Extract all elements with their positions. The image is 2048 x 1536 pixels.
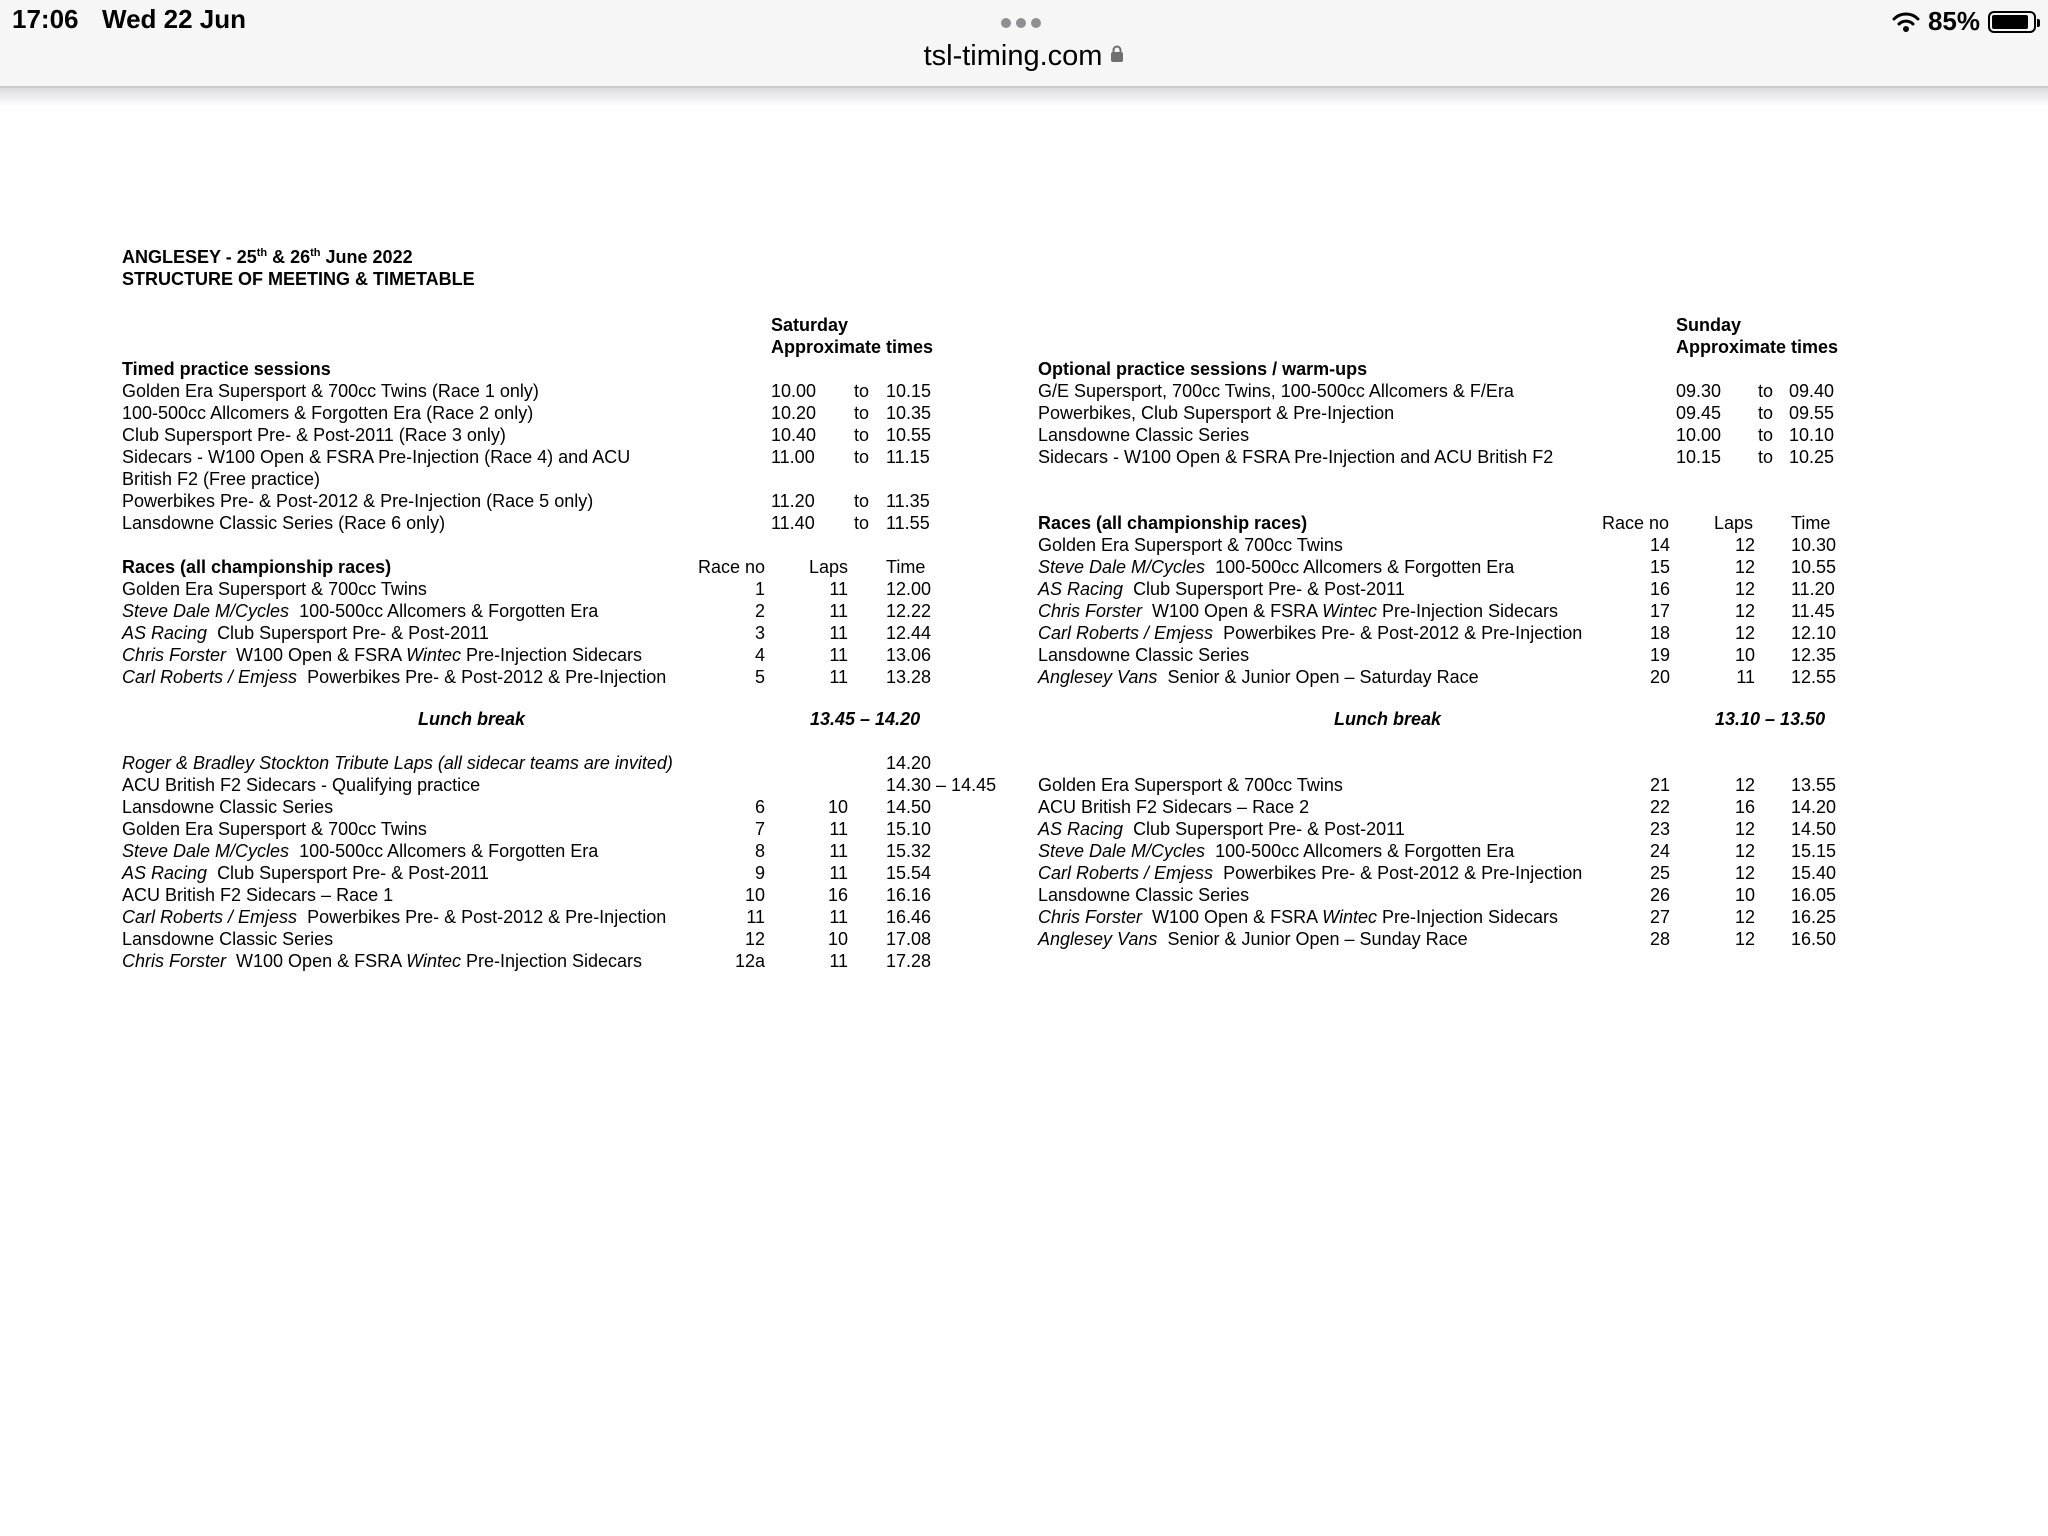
practice-session-name: British F2 (Free practice) <box>122 469 321 489</box>
race-number: 20 <box>1649 667 1670 687</box>
column-time: Time <box>1791 513 1831 533</box>
column-race-no: Race no <box>698 557 766 577</box>
practice-end: 11.15 <box>886 447 930 467</box>
practice-end: 11.55 <box>886 513 930 533</box>
practice-start: 10.20 <box>771 403 817 423</box>
race-time: 17.28 <box>886 951 932 971</box>
race-row <box>122 622 489 644</box>
race-time: 16.25 <box>1791 907 1837 927</box>
race-time: 12.00 <box>886 579 932 599</box>
practice-to: to <box>1758 447 1774 467</box>
race-time: 13.28 <box>886 667 932 687</box>
race-number: 23 <box>1649 819 1670 839</box>
race-number: 25 <box>1649 863 1670 883</box>
practice-end: 10.10 <box>1789 425 1835 445</box>
column-race-no: Race no <box>1602 513 1670 533</box>
race-laps: 11 <box>829 907 848 927</box>
race-time: 16.16 <box>886 885 932 905</box>
practice-start: 10.40 <box>771 425 817 445</box>
race-number: 26 <box>1649 885 1670 905</box>
race-laps: 12 <box>1734 863 1755 883</box>
race-laps: 11 <box>829 863 848 883</box>
text-segment: Senior & Junior Open – Saturday Race <box>1167 667 1479 687</box>
race-time: 13.06 <box>886 645 932 665</box>
race-number: 1 <box>754 579 765 599</box>
text-segment: Club Supersport Pre- & Post-2011 <box>1133 819 1405 839</box>
text-segment: Chris Forster <box>1038 601 1143 621</box>
race-row <box>1038 862 1582 884</box>
column-laps: Laps <box>809 557 849 577</box>
text-segment: Lansdowne Classic Series <box>122 929 334 949</box>
race-time: 13.55 <box>1791 775 1837 795</box>
race-row <box>122 644 642 666</box>
race-time: 15.15 <box>1791 841 1837 861</box>
race-time: 14.50 <box>886 797 932 817</box>
text-segment: Golden Era Supersport & 700cc Twins <box>122 819 427 839</box>
race-number: 5 <box>754 667 765 687</box>
practice-end: 10.25 <box>1789 447 1835 467</box>
practice-to: to <box>854 447 870 467</box>
race-laps: 16 <box>1734 797 1755 817</box>
text-segment: Chris Forster <box>122 645 227 665</box>
text-segment: Carl Roberts / Emjess <box>1038 623 1214 643</box>
text-segment: Pre-Injection Sidecars <box>460 951 643 971</box>
race-time: 17.08 <box>886 929 932 949</box>
text-segment: Wintec <box>1322 907 1377 927</box>
practice-to: to <box>854 491 870 511</box>
race-number: 9 <box>754 863 765 883</box>
race-row <box>1038 578 1405 600</box>
race-time: 10.55 <box>1791 557 1837 577</box>
race-row <box>122 950 642 972</box>
race-number: 16 <box>1649 579 1670 599</box>
race-laps: 11 <box>829 579 848 599</box>
race-number: 24 <box>1649 841 1670 861</box>
practice-end: 09.40 <box>1789 381 1835 401</box>
text-segment: Pre-Injection Sidecars <box>1376 907 1559 927</box>
practice-session-name: 100-500cc Allcomers & Forgotten Era (Race 2 only) <box>122 403 534 423</box>
race-time: 14.30 – 14.45 <box>886 775 997 795</box>
text-segment: W100 Open & FSRA <box>1152 601 1323 621</box>
race-row <box>1038 928 1468 950</box>
practice-end: 11.35 <box>886 491 930 511</box>
text-segment: Steve Dale M/Cycles <box>122 841 290 861</box>
column-time: Time <box>886 557 926 577</box>
text-segment: Club Supersport Pre- & Post-2011 <box>217 863 489 883</box>
race-number: 19 <box>1649 645 1670 665</box>
practice-to: to <box>854 513 870 533</box>
race-laps: 10 <box>1734 885 1755 905</box>
race-row <box>122 600 598 622</box>
race-laps: 12 <box>1734 819 1755 839</box>
race-time: 14.20 <box>1791 797 1837 817</box>
sunday-day-heading: Sunday <box>1676 315 1742 335</box>
race-time: 16.05 <box>1791 885 1837 905</box>
text-segment: Anglesey Vans <box>1038 929 1158 949</box>
race-laps: 11 <box>829 667 848 687</box>
race-row <box>122 752 673 774</box>
text-segment: Chris Forster <box>122 951 227 971</box>
race-row <box>122 928 333 950</box>
race-row <box>122 862 489 884</box>
race-row <box>1038 774 1343 796</box>
practice-start: 11.20 <box>771 491 815 511</box>
race-number: 28 <box>1649 929 1670 949</box>
race-row <box>1038 600 1558 622</box>
race-time: 11.45 <box>1791 601 1835 621</box>
race-time: 15.32 <box>886 841 932 861</box>
race-number: 2 <box>754 601 765 621</box>
saturday-lunch-break: Lunch break <box>418 709 526 729</box>
race-row <box>1038 818 1405 840</box>
document-title: ANGLESEY - 25th & 26th June 2022 <box>122 247 413 267</box>
race-time: 12.22 <box>886 601 932 621</box>
race-laps: 11 <box>1736 667 1755 687</box>
text-segment: AS Racing <box>1038 579 1124 599</box>
race-row <box>1038 556 1514 578</box>
race-row <box>1038 906 1558 928</box>
race-number: 6 <box>754 797 765 817</box>
text-segment: Powerbikes Pre- & Post-2012 & Pre-Injection <box>307 667 667 687</box>
text-segment: Pre-Injection Sidecars <box>460 645 643 665</box>
race-number: 7 <box>754 819 765 839</box>
race-laps: 12 <box>1734 579 1755 599</box>
text-segment: Lansdowne Classic Series <box>1038 885 1250 905</box>
race-time: 12.44 <box>886 623 932 643</box>
practice-end: 10.35 <box>886 403 932 423</box>
text-segment: AS Racing <box>122 863 208 883</box>
race-number: 22 <box>1649 797 1670 817</box>
saturday-practice-heading: Timed practice sessions <box>122 359 331 379</box>
race-laps: 11 <box>829 951 848 971</box>
saturday-approx-heading: Approximate times <box>771 337 934 357</box>
sunday-practice-heading: Optional practice sessions / warm-ups <box>1038 359 1368 379</box>
race-laps: 10 <box>827 929 848 949</box>
text-segment: AS Racing <box>122 623 208 643</box>
text-segment: ACU British F2 Sidecars – Race 2 <box>1038 797 1310 817</box>
practice-session-name: Golden Era Supersport & 700cc Twins (Race 1 only) <box>122 381 539 401</box>
document-subtitle: STRUCTURE OF MEETING & TIMETABLE <box>122 269 475 289</box>
text-segment: Chris Forster <box>1038 907 1143 927</box>
text-segment: Wintec <box>1322 601 1377 621</box>
text-segment: ACU British F2 Sidecars - Qualifying practice <box>122 775 481 795</box>
race-time: 10.30 <box>1791 535 1837 555</box>
text-segment: Carl Roberts / Emjess <box>122 907 298 927</box>
text-segment: Anglesey Vans <box>1038 667 1158 687</box>
race-laps: 11 <box>829 601 848 621</box>
text-segment: Golden Era Supersport & 700cc Twins <box>1038 535 1343 555</box>
race-number: 14 <box>1649 535 1670 555</box>
text-segment: Powerbikes Pre- & Post-2012 & Pre-Injection <box>1223 623 1583 643</box>
sunday-lunch-time: 13.10 – 13.50 <box>1715 709 1826 729</box>
sunday-approx-heading: Approximate times <box>1676 337 1839 357</box>
text-segment: Senior & Junior Open – Sunday Race <box>1167 929 1468 949</box>
practice-end: 10.15 <box>886 381 932 401</box>
practice-end: 10.55 <box>886 425 932 445</box>
race-row <box>122 774 480 796</box>
race-row <box>122 906 666 928</box>
race-number: 15 <box>1649 557 1670 577</box>
text-segment: Golden Era Supersport & 700cc Twins <box>1038 775 1343 795</box>
race-time: 15.10 <box>886 819 932 839</box>
practice-session-name: Powerbikes, Club Supersport & Pre-Injection <box>1038 403 1395 423</box>
clock: 17:06 <box>12 4 79 34</box>
race-time: 14.50 <box>1791 819 1837 839</box>
text-segment: Steve Dale M/Cycles <box>122 601 290 621</box>
race-laps: 11 <box>829 645 848 665</box>
practice-start: 09.30 <box>1676 381 1722 401</box>
race-number: 27 <box>1649 907 1670 927</box>
race-time: 16.50 <box>1791 929 1837 949</box>
practice-to: to <box>854 381 870 401</box>
race-row <box>122 666 666 688</box>
practice-to: to <box>854 403 870 423</box>
race-laps: 12 <box>1734 907 1755 927</box>
race-number: 12a <box>734 951 765 971</box>
practice-to: to <box>1758 381 1774 401</box>
race-laps: 11 <box>829 623 848 643</box>
text-segment: 100-500cc Allcomers & Forgotten Era <box>299 601 599 621</box>
practice-start: 10.15 <box>1676 447 1722 467</box>
race-row <box>122 818 427 840</box>
text-segment: Club Supersport Pre- & Post-2011 <box>1133 579 1405 599</box>
practice-start: 11.40 <box>771 513 815 533</box>
text-segment: Steve Dale M/Cycles <box>1038 557 1206 577</box>
text-segment: W100 Open & FSRA <box>236 951 407 971</box>
race-laps: 12 <box>1734 775 1755 795</box>
text-segment: AS Racing <box>1038 819 1124 839</box>
race-laps: 12 <box>1734 929 1755 949</box>
text-segment: Lansdowne Classic Series <box>1038 645 1250 665</box>
text-segment: 100-500cc Allcomers & Forgotten Era <box>1215 841 1515 861</box>
race-number: 3 <box>754 623 765 643</box>
column-laps: Laps <box>1714 513 1754 533</box>
race-time: 12.10 <box>1791 623 1837 643</box>
text-segment: Wintec <box>406 645 461 665</box>
race-number: 17 <box>1649 601 1670 621</box>
url-text: tsl-timing.com <box>923 40 1103 72</box>
race-number: 4 <box>754 645 765 665</box>
practice-session-name: Sidecars - W100 Open & FSRA Pre-Injection (Race 4) and ACU <box>122 447 631 467</box>
saturday-day-heading: Saturday <box>771 315 849 335</box>
date: Wed 22 Jun <box>102 4 247 34</box>
text-segment: Powerbikes Pre- & Post-2012 & Pre-Injection <box>1223 863 1583 883</box>
text-segment: 100-500cc Allcomers & Forgotten Era <box>1215 557 1515 577</box>
race-row <box>122 884 393 906</box>
race-row <box>1038 796 1309 818</box>
text-segment: 100-500cc Allcomers & Forgotten Era <box>299 841 599 861</box>
practice-session-name: Club Supersport Pre- & Post-2011 (Race 3 only) <box>122 425 506 445</box>
text-segment: W100 Open & FSRA <box>236 645 407 665</box>
race-laps: 12 <box>1734 535 1755 555</box>
practice-session-name: Sidecars - W100 Open & FSRA Pre-Injection and ACU British F2 <box>1038 447 1554 467</box>
race-row <box>1038 666 1479 688</box>
practice-to: to <box>854 425 870 445</box>
race-row <box>1038 644 1249 666</box>
practice-start: 10.00 <box>771 381 817 401</box>
practice-start: 10.00 <box>1676 425 1722 445</box>
text-segment: Lansdowne Classic Series <box>122 797 334 817</box>
saturday-races-heading: Races (all championship races) <box>122 557 392 577</box>
text-segment: Powerbikes Pre- & Post-2012 & Pre-Injection <box>307 907 667 927</box>
race-row <box>122 578 427 600</box>
race-row <box>122 796 333 818</box>
race-time: 11.20 <box>1791 579 1835 599</box>
race-row <box>1038 840 1514 862</box>
race-laps: 12 <box>1734 623 1755 643</box>
race-time: 15.40 <box>1791 863 1837 883</box>
sunday-lunch-break: Lunch break <box>1334 709 1442 729</box>
text-segment: Steve Dale M/Cycles <box>1038 841 1206 861</box>
race-time: 15.54 <box>886 863 932 883</box>
race-laps: 11 <box>829 819 848 839</box>
text-segment: Pre-Injection Sidecars <box>1376 601 1559 621</box>
race-laps: 12 <box>1734 601 1755 621</box>
text-segment: Roger & Bradley Stockton Tribute Laps (all sidecar teams are invited) <box>122 753 673 773</box>
race-laps: 10 <box>1734 645 1755 665</box>
race-laps: 12 <box>1734 841 1755 861</box>
text-segment: W100 Open & FSRA <box>1152 907 1323 927</box>
practice-session-name: Powerbikes Pre- & Post-2012 & Pre-Injection (Race 5 only) <box>122 491 594 511</box>
race-number: 11 <box>746 907 765 927</box>
race-row <box>122 840 598 862</box>
text-segment: Carl Roberts / Emjess <box>1038 863 1214 883</box>
race-laps: 10 <box>827 797 848 817</box>
race-number: 21 <box>1649 775 1670 795</box>
race-laps: 11 <box>829 841 848 861</box>
text-segment: Golden Era Supersport & 700cc Twins <box>122 579 427 599</box>
practice-session-name: G/E Supersport, 700cc Twins, 100-500cc Allcomers & F/Era <box>1038 381 1514 401</box>
race-time: 12.55 <box>1791 667 1837 687</box>
race-row <box>1038 534 1343 556</box>
race-number: 18 <box>1649 623 1670 643</box>
race-row <box>1038 622 1582 644</box>
race-laps: 16 <box>827 885 848 905</box>
practice-session-name: Lansdowne Classic Series (Race 6 only) <box>122 513 446 533</box>
race-number: 12 <box>744 929 765 949</box>
practice-start: 09.45 <box>1676 403 1722 423</box>
race-time: 12.35 <box>1791 645 1837 665</box>
text-segment: ACU British F2 Sidecars – Race 1 <box>122 885 394 905</box>
practice-end: 09.55 <box>1789 403 1835 423</box>
race-time: 14.20 <box>886 753 932 773</box>
practice-to: to <box>1758 403 1774 423</box>
race-number: 8 <box>754 841 765 861</box>
text-segment: Carl Roberts / Emjess <box>122 667 298 687</box>
practice-start: 11.00 <box>771 447 815 467</box>
text-segment: Wintec <box>406 951 461 971</box>
practice-session-name: Lansdowne Classic Series <box>1038 425 1250 445</box>
sunday-races-heading: Races (all championship races) <box>1038 513 1308 533</box>
saturday-lunch-time: 13.45 – 14.20 <box>810 709 921 729</box>
race-number: 10 <box>744 885 765 905</box>
race-row <box>1038 884 1249 906</box>
text-segment: Club Supersport Pre- & Post-2011 <box>217 623 489 643</box>
practice-to: to <box>1758 425 1774 445</box>
race-time: 16.46 <box>886 907 932 927</box>
battery-percent: 85% <box>1927 6 1980 36</box>
race-laps: 12 <box>1734 557 1755 577</box>
